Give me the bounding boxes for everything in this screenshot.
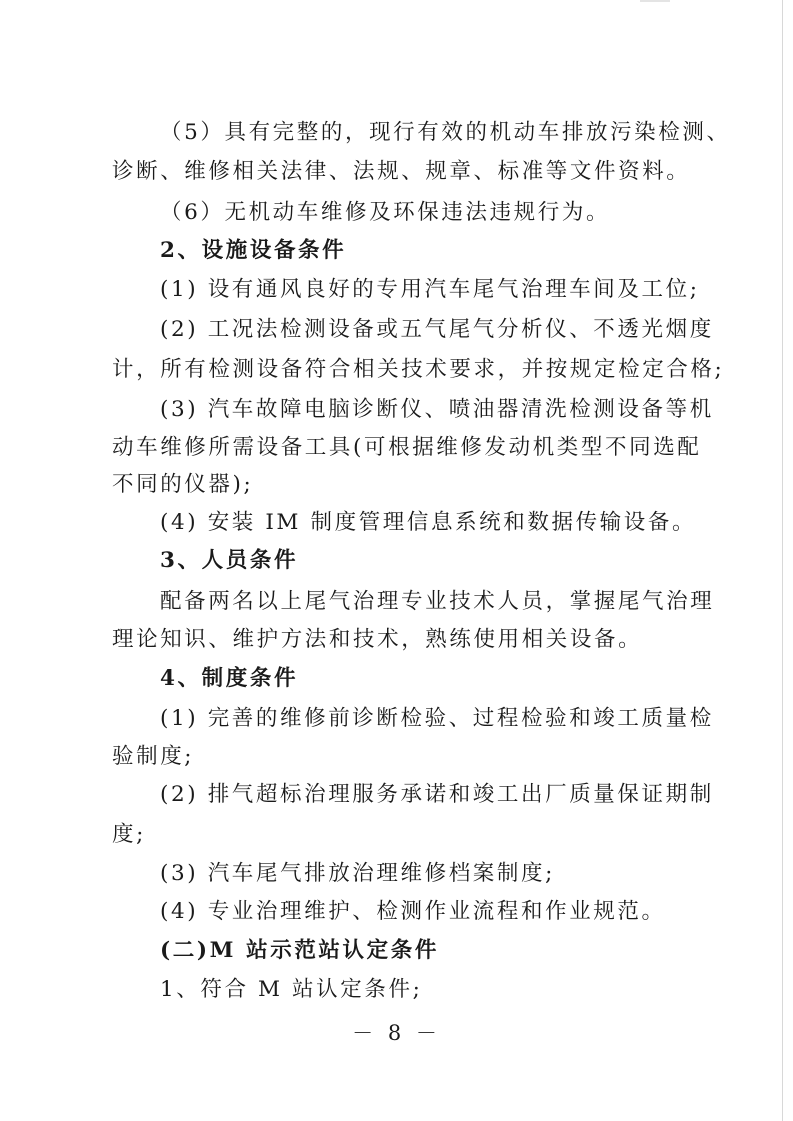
personnel-para-line-2: 理论知识、维护方法和技术，熟练使用相关设备。: [112, 627, 643, 652]
page-number: － 8 －: [352, 1021, 441, 1045]
heading-personnel-conditions: 3、人员条件: [160, 548, 299, 573]
system-item-2-line-1: (2) 排气超标治理服务承诺和竣工出厂质量保证期制: [160, 782, 714, 807]
heading-m-station-demo: (二)M 站示范站认定条件: [160, 938, 439, 963]
equipment-item-2-line-2: 计，所有检测设备符合相关技术要求，并按规定检定合格;: [112, 357, 725, 382]
equipment-item-2-line-1: (2) 工况法检测设备或五气尾气分析仪、不透光烟度: [160, 317, 714, 342]
para-item-5-line-2: 诊断、维修相关法律、法规、规章、标准等文件资料。: [112, 159, 691, 184]
equipment-item-3-line-1: (3) 汽车故障电脑诊断仪、喷油器清洗检测设备等机: [160, 397, 714, 422]
scan-edge-line: [782, 0, 783, 1121]
m-station-item-1: 1、符合 M 站认定条件;: [160, 977, 423, 1002]
equipment-item-3-line-2: 动车维修所需设备工具(可根据维修发动机类型不同选配: [112, 435, 702, 460]
para-item-6: （6）无机动车维修及环保违法违规行为。: [160, 200, 611, 225]
system-item-3: (3) 汽车尾气排放治理维修档案制度;: [160, 861, 555, 886]
para-item-5-line-1: （5）具有完整的，现行有效的机动车排放污染检测、: [160, 120, 731, 145]
heading-system-conditions: 4、制度条件: [160, 666, 299, 691]
system-item-1-line-2: 验制度;: [112, 744, 195, 769]
equipment-item-1: (1) 设有通风良好的专用汽车尾气治理车间及工位;: [160, 277, 700, 302]
system-item-4: (4) 专业治理维护、检测作业流程和作业规范。: [160, 899, 666, 924]
personnel-para-line-1: 配备两名以上尾气治理专业技术人员，掌握尾气治理: [160, 589, 715, 614]
equipment-item-3-line-3: 不同的仪器);: [112, 472, 254, 497]
system-item-2-line-2: 度;: [112, 822, 146, 847]
equipment-item-4: (4) 安装 IM 制度管理信息系统和数据传输设备。: [160, 510, 697, 535]
scan-corner-mark: [640, 0, 670, 2]
heading-equipment-conditions: 2、设施设备条件: [160, 238, 347, 263]
system-item-1-line-1: (1) 完善的维修前诊断检验、过程检验和竣工质量检: [160, 706, 714, 731]
